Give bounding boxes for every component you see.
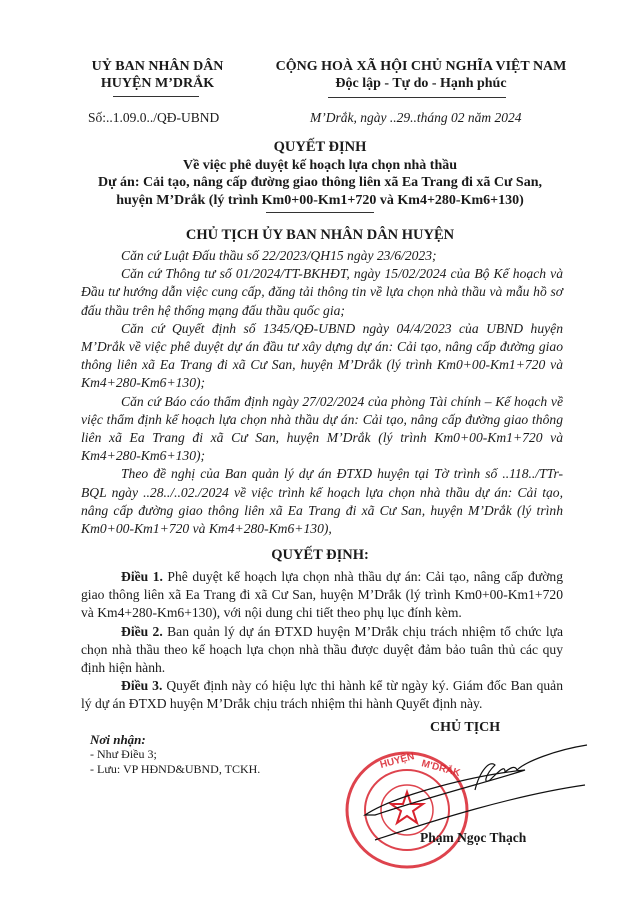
title-divider <box>266 212 374 213</box>
legal-basis: Theo đề nghị của Ban quản lý dự án ĐTXD huyện tại Tờ trình số ..118../TTr-BQL ngày ..28../..02./2024 về việc trình kế hoạch lựa chọn nhà thầu dự án: Cải tạo, nâng cấp đường giao thông liên xã Ea Trang đi xã Cư San, huyện M’Drắk (lý trình Km0+00-Km1+720 và Km4+280-Km6+130), <box>81 466 563 537</box>
nation-line-1: CỘNG HOÀ XÃ HỘI CHỦ NGHĨA VIỆT NAM <box>275 59 567 74</box>
recipient-item: - Lưu: VP HĐND&UBND, TCKH. <box>90 762 261 776</box>
svg-text:M'DRẮK: M'DRẮK <box>420 758 462 780</box>
articles <box>81 568 563 714</box>
recipient-item: - Như Điều 3; <box>90 747 157 761</box>
legal-basis: Căn cứ Báo cáo thẩm định ngày 27/02/2024 của phòng Tài chính – Kế hoạch về việc thẩm định kế hoạch lựa chọn nhà thầu dự án: Cải tạo, nâng cấp đường giao thông liên xã Ea Trang đi xã Cư San, huyện M’Drắk (lý trình Km0+00-Km1+720 và Km4+280-Km6+130); <box>81 393 563 464</box>
legal-basis: Căn cứ Quyết định số 1345/QĐ-UBND ngày 04/4/2023 của UBND huyện M’Drắk về việc phê duyệt dự án đầu tư xây dựng dự án: Cải tạo, nâng cấp đường giao thông liên xã Ea Trang đi xã Cư San, huyện M’Drắk (lý trình Km0+00-Km1+720 và Km4+280-Km6+130); <box>81 320 563 391</box>
project-line-1: Dự án: Cải tạo, nâng cấp đường giao thông liên xã Ea Trang đi xã Cư San, <box>98 175 542 190</box>
divider-left <box>113 96 199 97</box>
signer-position: CHỦ TỊCH <box>430 720 501 735</box>
document-title-block <box>60 139 580 209</box>
recipients <box>90 732 260 777</box>
article-text: Quyết định này có hiệu lực thi hành kể từ ngày ký. Giám đốc Ban quản lý dự án ĐTXD huyện M’Drắk chịu trách nhiệm thi hành Quyết định này. <box>81 678 563 712</box>
project-line-2: huyện M’Drắk (lý trình Km0+00-Km1+720 và Km4+280-Km6+130) <box>116 192 524 208</box>
article-label: Điều 2. <box>121 623 163 639</box>
recipients-title: Nơi nhận: <box>90 732 146 747</box>
issuing-authority <box>70 58 245 92</box>
legal-basis: Căn cứ Thông tư số 01/2024/TT-BKHĐT, ngày 15/02/2024 của Bộ Kế hoạch và Đầu tư hướng dẫn việc cung cấp, đăng tải thông tin về lựa chọn nhà thầu và mẫu hồ sơ đấu thầu trên hệ thống mạng đấu thầu quốc gia; <box>81 266 563 318</box>
svg-text:HUYỆN: HUYỆN <box>378 751 416 771</box>
divider-right <box>328 97 506 98</box>
document-number: Số:..1.09.0../QĐ-UBND <box>88 110 220 125</box>
legal-basis: Căn cứ Luật Đấu thầu số 22/2023/QH15 ngày 23/6/2023; <box>121 248 437 263</box>
place-date: M’Drắk, ngày ..29..tháng 02 năm 2024 <box>310 110 522 125</box>
article-label: Điều 3. <box>121 678 163 694</box>
article-text: Phê duyệt kế hoạch lựa chọn nhà thầu dự án: Cải tạo, nâng cấp đường giao thông liên xã Ea Trang đi xã Cư San, huyện M’Drắk (lý trình Km0+00-Km1+720 và Km4+280-Km6+130), với nội dung chi tiết theo phụ lục đính kèm. <box>81 569 563 621</box>
article-label: Điều 1. <box>121 569 163 584</box>
decision-heading: QUYẾT ĐỊNH: <box>271 547 369 563</box>
nation-line-2: Độc lập - Tự do - Hạnh phúc <box>335 76 507 91</box>
article-2 <box>81 623 563 678</box>
article-text: Ban quản lý dự án ĐTXD huyện M’Drắk chịu trách nhiệm tổ chức lựa chọn nhà thầu theo kế hoạch lựa chọn nhà thầu được duyệt đảm bảo tuân thủ các quy định hiện hành. <box>81 623 564 676</box>
article-1 <box>81 568 563 623</box>
legal-bases <box>81 247 563 538</box>
org-line-2: HUYỆN M’DRẮK <box>100 76 215 91</box>
org-line-1: UỶ BAN NHÂN DÂN <box>91 59 224 74</box>
document-subject: Về việc phê duyệt kế hoạch lựa chọn nhà thầu <box>182 157 458 173</box>
article-3 <box>81 677 563 713</box>
document-title: QUYẾT ĐỊNH <box>273 139 367 155</box>
signer-name: Phạm Ngọc Thạch <box>420 830 527 845</box>
national-motto <box>262 58 580 92</box>
authority-heading: CHỦ TỊCH ỦY BAN NHÂN DÂN HUYỆN <box>185 227 455 243</box>
